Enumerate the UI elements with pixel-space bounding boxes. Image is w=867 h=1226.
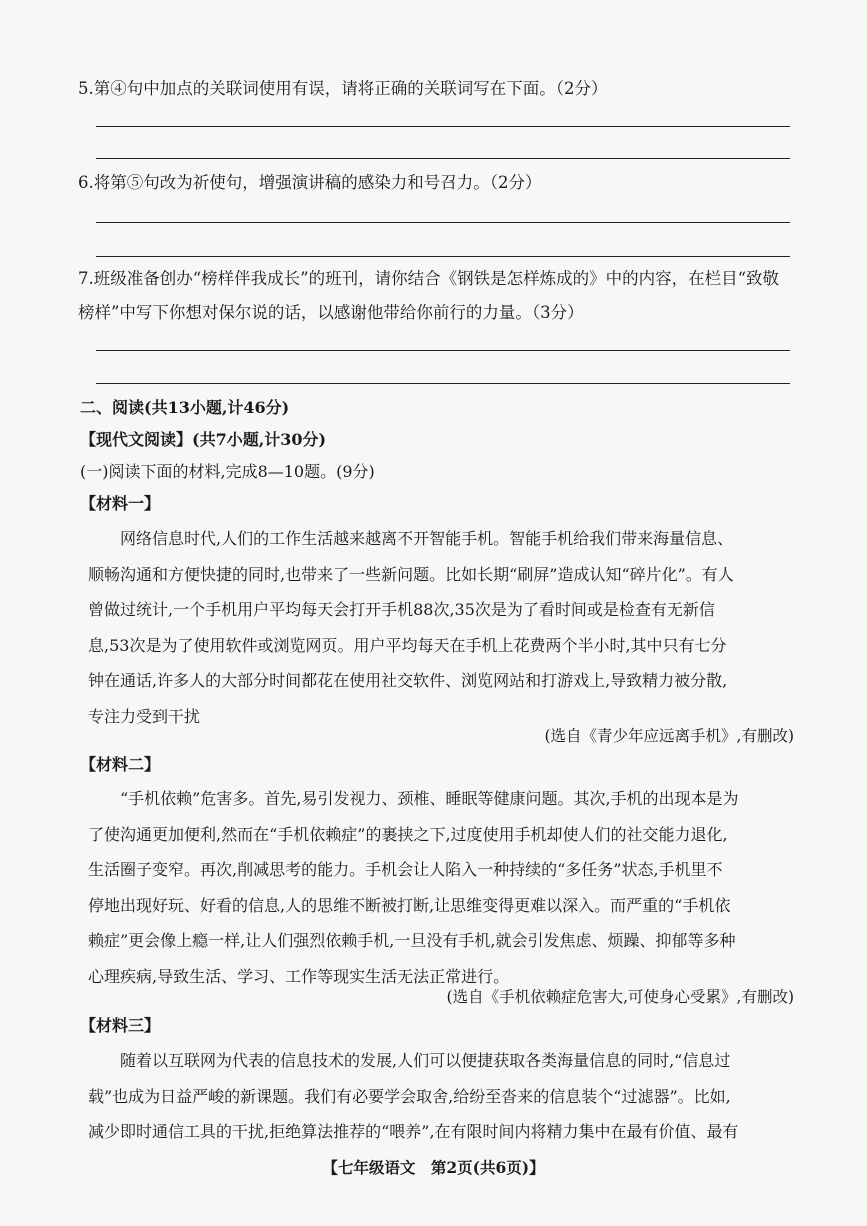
material-1-line: 曾做过统计,一个手机用户平均每天会打开手机88次,35次是为了看时间或是检查有无新信: [88, 600, 715, 619]
material-3-line: 随着以互联网为代表的信息技术的发展,人们可以便捷获取各类海量信息的同时,“信息过: [120, 1051, 731, 1070]
material-2-body: [88, 781, 796, 994]
section-title: 二、阅读(共13小题,计46分): [80, 398, 290, 417]
material-2-line: “手机依赖”危害多。首先,易引发视力、颈椎、睡眠等健康问题。其次,手机的出现本是为: [120, 789, 739, 808]
answer-line-5a: [96, 126, 790, 127]
question-6: 6.将第⑤句改为祈使句，增强演讲稿的感染力和号召力。（2分）: [78, 173, 542, 192]
material-3-body: [88, 1043, 796, 1150]
material-2-line: 赖症”更会像上瘾一样,让人们强烈依赖手机,一旦没有手机,就会引发焦虑、烦躁、抑郁等多种: [88, 931, 736, 950]
answer-line-7a: [96, 350, 790, 351]
material-1-line: 息,53次是为了使用软件或浏览网页。用户平均每天在手机上花费两个半小时,其中只有七分: [88, 635, 727, 655]
material-1-line: 顺畅沟通和方便快捷的同时,也带来了一些新问题。比如长期“刷屏”造成认知“碎片化”。有人: [88, 564, 734, 584]
section-instruction: (一)阅读下面的材料,完成8—10题。(9分): [80, 462, 375, 481]
material-2-heading: 【材料二】: [80, 755, 161, 774]
material-1-heading: 【材料一】: [80, 494, 161, 513]
section-subtitle: 【现代文阅读】(共7小题,计30分): [80, 430, 327, 449]
material-2-line: 生活圈子变窄。再次,削减思考的能力。手机会让人陷入一种持续的“多任务”状态,手机里不: [88, 860, 723, 879]
answer-line-6a: [96, 222, 790, 223]
material-3-heading: 【材料三】: [80, 1016, 161, 1035]
material-3-line: 载”也成为日益严峻的新课题。我们有必要学会取舍,给纷至沓来的信息装个“过滤器”。比如,: [88, 1086, 731, 1106]
material-2-line: 停地出现好玩、好看的信息,人的思维不断被打断,让思维变得更难以深入。而严重的“手机依: [88, 895, 731, 915]
answer-line-6b: [96, 256, 790, 257]
answer-line-5b: [96, 158, 790, 159]
material-1-line: 专注力受到干扰: [88, 706, 201, 726]
question-7-line2: 榜样”中写下你想对保尔说的话，以感谢他带给你前行的力量。（3分）: [78, 303, 584, 322]
material-3-line: 减少即时通信工具的干扰,拒绝算法推荐的“喂养”,在有限时间内将精力集中在最有价值、最有: [88, 1122, 739, 1141]
material-2-source: (选自《手机依赖症危害大,可使身心受累》,有删改): [446, 988, 794, 1006]
material-1-line: 钟在通话,许多人的大部分时间都花在使用社交软件、浏览网站和打游戏上,导致精力被分散,: [88, 671, 728, 690]
material-1-source: (选自《青少年应远离手机》,有删改): [544, 727, 794, 745]
answer-line-7b: [96, 383, 790, 384]
question-5: 5.第④句中加点的关联词使用有误，请将正确的关联词写在下面。（2分）: [78, 79, 608, 98]
page-footer: 【七年级语文 第2页(共6页)】: [322, 1158, 545, 1177]
material-2-line: 了使沟通更加便利,然而在“手机依赖症”的裹挟之下,过度使用手机却使人们的社交能力退化,: [88, 824, 728, 844]
material-1-body: [88, 521, 796, 734]
material-2-line: 心理疾病,导致生活、学习、工作等现实生活无法正常进行。: [88, 966, 510, 986]
material-1-line: 网络信息时代,人们的工作生活越来越离不开智能手机。智能手机给我们带来海量信息、: [120, 529, 734, 548]
question-7-line1: 7.班级准备创办“榜样伴我成长”的班刊，请你结合《钢铁是怎样炼成的》中的内容，在栏目“致敬: [78, 269, 780, 288]
